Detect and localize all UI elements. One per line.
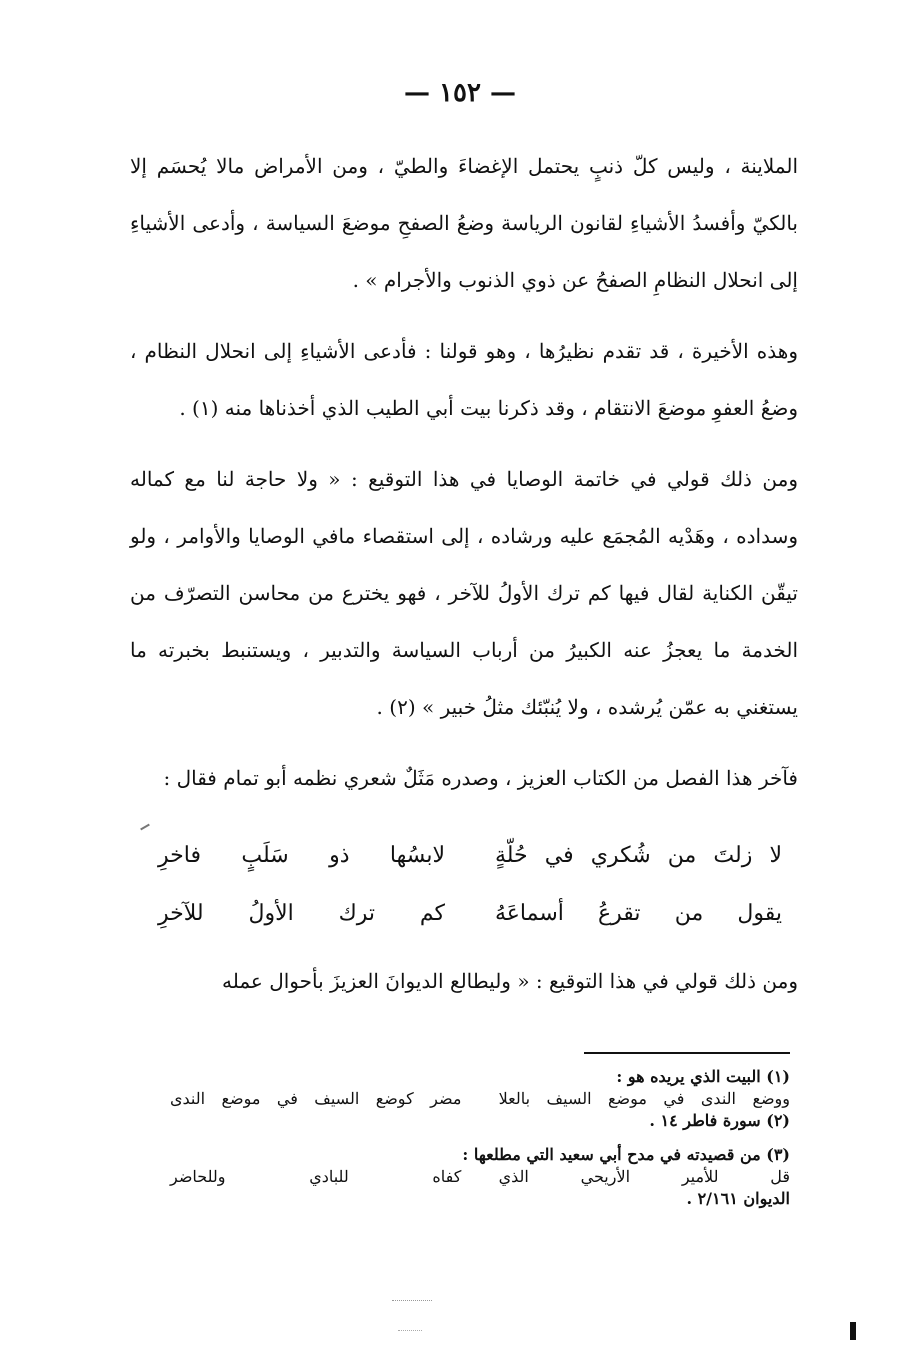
- paragraph-2: وهذه الأخيرة ، قد تقدم نظيرُها ، وهو قولنا : فأدعى الأشياءِ إلى انحلال النظام ، وضعُ العفوِ موضعَ الانتقام ، وقد ذكرنا بيت أبي الطيب الذي أخذناها منه (١) .: [130, 339, 798, 420]
- poem-verse-2: [130, 885, 798, 943]
- poem-verse-1: [130, 821, 798, 885]
- footnote-1-intro: (١) البيت الذي يريده هو :: [616, 1067, 790, 1086]
- verse-2-second-hemistich: كم ترك الأولُ للآخرِ: [158, 901, 446, 926]
- footnotes: [170, 1066, 790, 1210]
- poem: [130, 821, 798, 943]
- footnote-3-intro: (٣) من قصيدته في مدح أبي سعيد التي مطلعها :: [462, 1145, 790, 1164]
- footnote-2: (٢) سورة فاطر ١٤ .: [649, 1111, 790, 1130]
- footnote-3-source: الديوان ٢/١٦١ .: [686, 1189, 790, 1208]
- footnote-1-verse-first: ووضع الندى في موضع السيف بالعلا: [498, 1089, 790, 1108]
- scan-artifact-2: [398, 1330, 422, 1333]
- paragraph-1: الملاينة ، وليس كلّ ذنبٍ يحتمل الإغضاءَ والطيّ ، ومن الأمراض مالا يُحسَم إلا بالكيّ وأفسدُ الأشياءِ لقانون الرياسة وضعُ الصفحِ موضعَ السياسة ، وأدعى الأشياءِ إلى انحلال النظامِ الصفحُ عن ذوي الذنوب والأجرام » .: [130, 154, 799, 292]
- page-number: — ١٥٢ —: [403, 78, 517, 108]
- paragraph-5: ومن ذلك قولي في هذا التوقيع : « وليطالع الديوانَ العزيزَ بأحوال عمله: [222, 969, 798, 993]
- paragraph-4: فآخر هذا الفصل من الكتاب العزيز ، وصدره مَثَلٌ شعري نظمه أبو تمام فقال :: [163, 766, 798, 790]
- verse-1-second-hemistich: لابسُها ذو سَلَبٍ فاخرِ: [158, 843, 446, 868]
- verse-2-first-hemistich: يقول من تقرعُ أسماعَهُ: [494, 901, 782, 926]
- verse-1-first-hemistich: لا زلتَ من شُكري في حُلّةٍ: [494, 843, 782, 868]
- footnote-spacer: [170, 1132, 790, 1144]
- footnote-1-verse-second: مضر كوضع السيف في موضع الندى: [170, 1089, 462, 1108]
- paragraph-3: ومن ذلك قولي في خاتمة الوصايا في هذا التوقيع : « ولا حاجة لنا مع كماله وسداده ، وهَدْيه المُجمَع عليه ورشاده ، إلى استقصاء مافي الوصايا والأوامر ، ولو تيقّن الكناية لقال فيها كم ترك الأولُ للآخر ، فهو يخترع من محاسن التصرّف من الخدمة ما يعجزُ عنه الكبيرُ من أرباب السياسة والتدبير ، ويستنبط بخبرته ما يستغني به عمّن يُرشده ، ولا يُنبّئك مثلُ خبير » (٢) .: [130, 467, 798, 719]
- main-text: [130, 138, 798, 1023]
- scan-artifact: [392, 1300, 432, 1305]
- footnote-divider: [584, 1052, 790, 1054]
- footnote-3-verse-first: قل للأمير الأريحي الذي: [498, 1167, 790, 1186]
- page-edge-mark: [850, 1322, 856, 1340]
- footnote-3-verse: [170, 1166, 790, 1188]
- footnote-1-verse: [170, 1088, 790, 1110]
- footnote-3-verse-second: كفاه للبادي وللحاضر: [170, 1167, 462, 1186]
